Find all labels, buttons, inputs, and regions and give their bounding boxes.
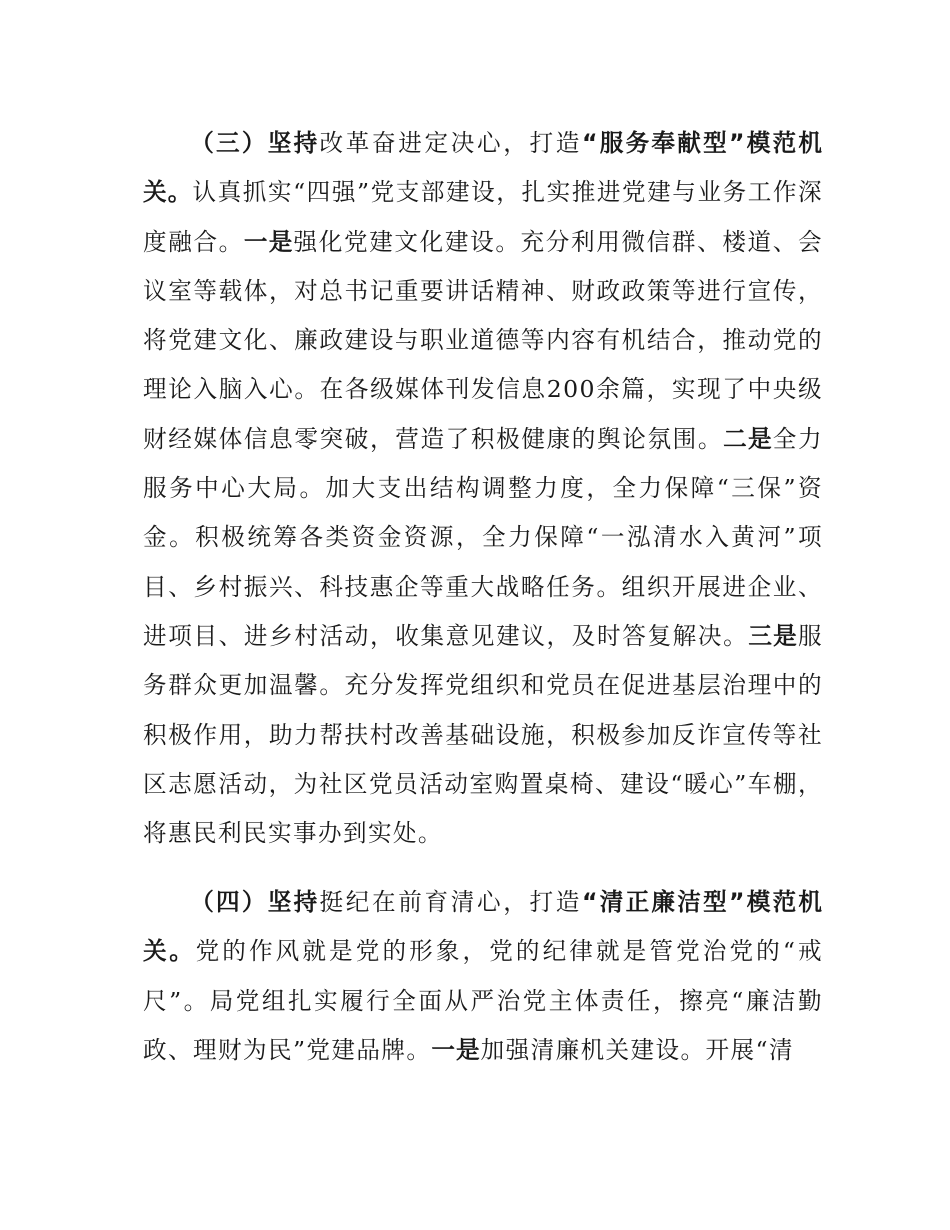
section-four-point-one-label: 一是	[431, 1035, 481, 1064]
section-three-heading-text: 改革奋进定决心，打造	[319, 129, 582, 157]
section-three-intro: 认真抓实“四强”党支部建设，扎实推进党建与业务工作深度融合。	[143, 178, 824, 256]
section-four-paragraph	[143, 878, 823, 1075]
section-four-heading-text: 挺纪在前育清心，打造	[319, 888, 582, 916]
point-two-label: 二是	[723, 424, 773, 453]
point-one-label: 一是	[243, 227, 294, 256]
section-four-title: “清正廉洁型”模范机关。	[143, 888, 824, 966]
point-two-text: 全力服务中心大局。加大支出结构调整力度，全力保障“三保”资金。积极统筹各类资金资源，全力保障“一泓清水入黄河”项目、乡村振兴、科技惠企等重大战略任务。组织开展进企业、进项目、进乡村活动，收集意见建议，及时答复解决。	[143, 424, 823, 650]
point-three-text: 服务群众更加温馨。充分发挥党组织和党员在促进基层治理中的积极作用，助力帮扶村改善基础设施，积极参加反诈宣传等社区志愿活动，为社区党员活动室购置桌椅、建设“暖心”车棚，将惠民利民实事办到实处。	[143, 621, 823, 848]
point-three-label: 三是	[748, 621, 798, 650]
section-three-title: “服务奉献型”模范机关。	[143, 129, 824, 207]
section-three-number: （三）	[190, 129, 268, 157]
section-four-lead: 坚持	[267, 888, 320, 916]
point-one-text: 强化党建文化建设。充分利用微信群、楼道、会议室等载体，对总书记重要讲话精神、财政政策等进行宣传，将党建文化、廉政建设与职业道德等内容有机结合，推动党的理论入脑入心。在各级媒体刊发信息200余篇，实现了中央级财经媒体信息零突破，营造了积极健康的舆论氛围。	[143, 227, 823, 453]
section-four-number: （四）	[190, 888, 268, 916]
section-three-lead: 坚持	[267, 129, 320, 157]
section-four-intro: 党的作风就是党的形象，党的纪律就是管党治党的“戒尺”。局党组扎实履行全面从严治党主体责任，擦亮“廉洁勤政、理财为民”党建品牌。	[143, 937, 823, 1064]
section-three-paragraph	[143, 119, 823, 858]
section-four-point-one-text: 加强清廉机关建设。开展“清	[480, 1035, 794, 1064]
